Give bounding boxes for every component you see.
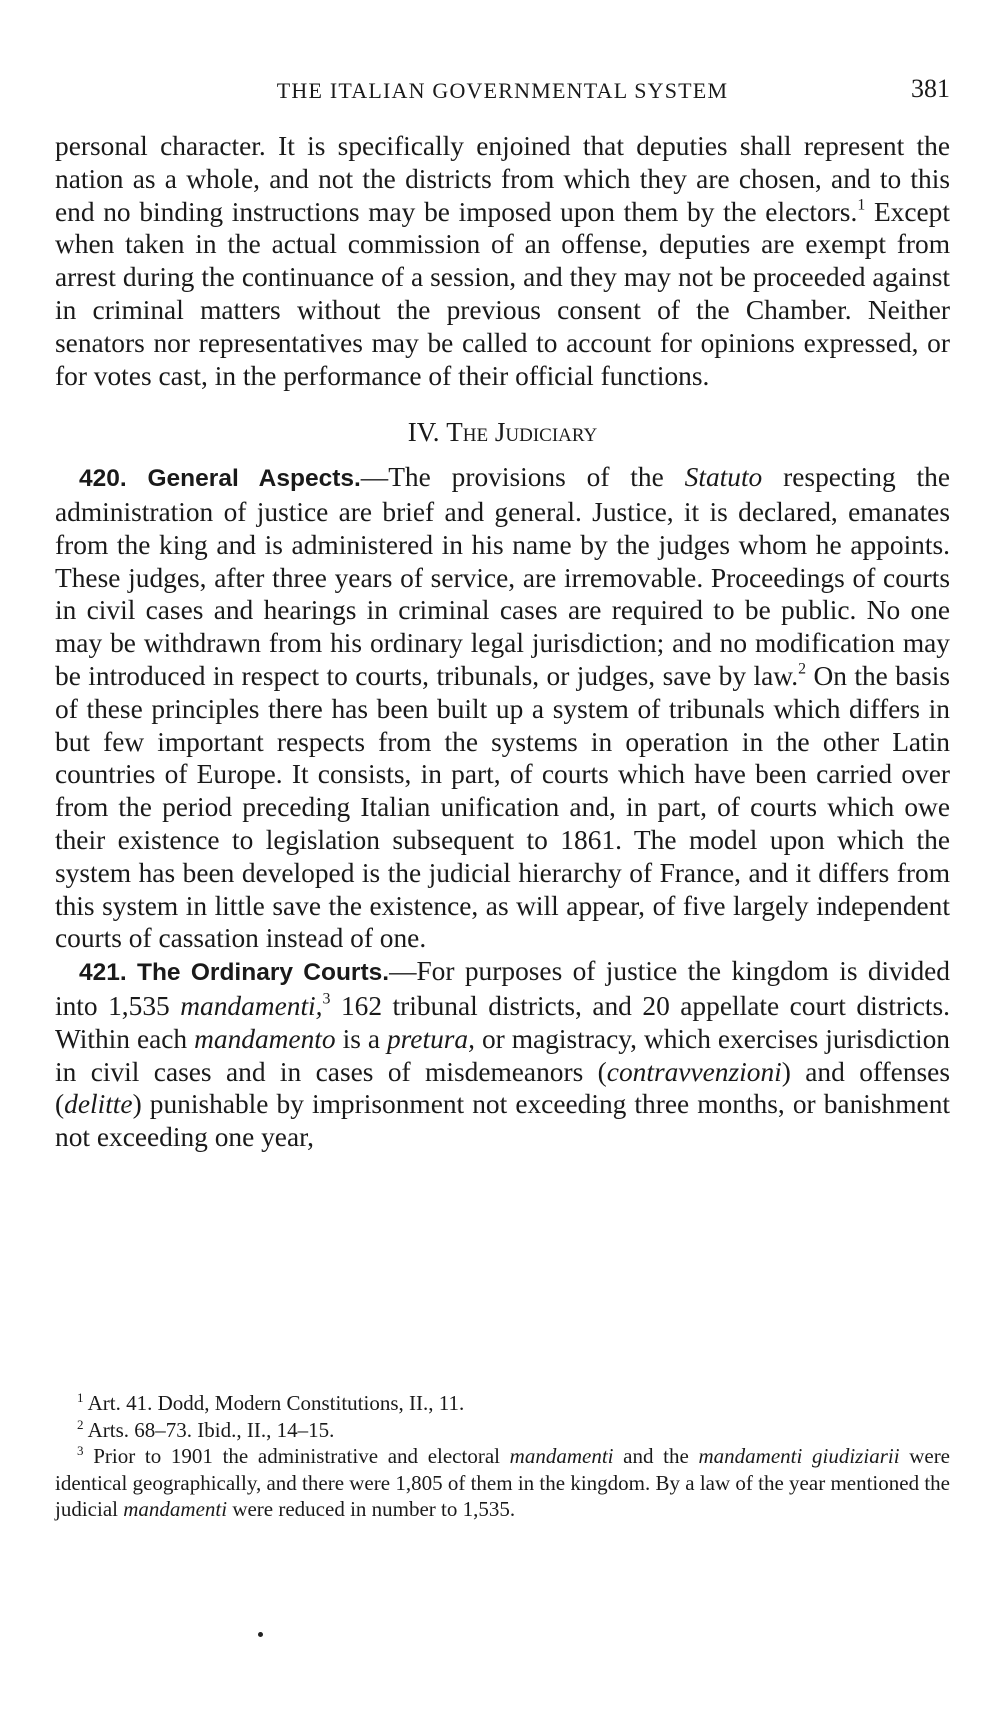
text-run: or magistracy, which exercises jurisdiction in civil cases and in cases of misdemeanors (: [55, 1023, 950, 1087]
italic-term: pretura,: [386, 1023, 475, 1054]
paragraph-continued: [55, 130, 950, 392]
italic-term: mandamenti: [123, 1497, 228, 1521]
italic-term: delitte: [64, 1089, 133, 1120]
italic-term: mandamenti,: [180, 990, 323, 1021]
text-run: On the basis of these principles there has been built up a system of tribunals which differs in but few important respects from the systems in operation in the other Latin countries of Europe. It consists, in part, of courts which have been carried over from the period preceding Italian unification and, in part, of courts which owe their existence to legislation subsequent to 1861. The model upon which the system has been developed is the judicial hierarchy of France, and it differs from this system in little save the existence, as will appear, of five largely independent courts of cassation instead of one.: [55, 660, 951, 954]
text-run: is a: [335, 1023, 387, 1054]
section-title: The Judiciary: [446, 417, 598, 448]
footnote-ref-2[interactable]: 2: [798, 660, 807, 678]
footnote-ref-1[interactable]: 1: [857, 196, 866, 214]
italic-term: contravvenzioni: [606, 1056, 782, 1087]
section-heading: [55, 416, 950, 449]
footnote-1: [55, 1390, 950, 1417]
footnote-text: Prior to 1901 the administrative and electoral: [93, 1444, 510, 1468]
footnotes: [55, 1390, 950, 1523]
footnote-3: [55, 1443, 950, 1523]
section-numeral: IV.: [407, 417, 447, 448]
running-head: [55, 70, 950, 110]
footnote-text: were reduced in number to 1,535.: [227, 1497, 516, 1521]
italic-term: mandamento: [194, 1023, 336, 1054]
footnote-2: [55, 1417, 950, 1444]
footnote-text: and the: [613, 1444, 699, 1468]
italic-term: mandamenti: [509, 1444, 614, 1468]
footnote-ref-3[interactable]: 3: [322, 990, 331, 1008]
text-run: 162 tribunal districts, and 20 appellate court districts. Within each: [55, 990, 950, 1054]
text-run: personal character. It is specifically enjoined that deputies shall represent the nation as a whole, and not the districts from which they are chosen, and to this end no binding instructions may be imposed upon them by the electors.: [55, 131, 950, 227]
paragraph-heading: 421. The Ordinary Courts.: [79, 959, 390, 987]
page-number: 381: [911, 74, 950, 103]
footnote-text: Arts. 68–73. Ibid., II., 14–15.: [87, 1417, 335, 1442]
footnote-number: 1: [77, 1390, 84, 1406]
footnote-text: Art. 41. Dodd, Modern Constitutions, II., 11.: [87, 1391, 465, 1415]
footnote-number: 2: [77, 1416, 84, 1432]
text-run: respecting the administration of justice are brief and general. Justice, it is declared, emanates from the king and is administered in his name by the judges whom he appoints. These judges, after three years of service, are irremovable. Proceedings of courts in civil cases and hearings in criminal cases are required to be public. No one may be withdrawn from his ordinary legal jurisdiction; and no modification may be introduced in respect to courts, tribunals, or judges, save by law.: [55, 462, 951, 691]
text-run: —For purposes of justice the kingdom is divided into 1,535: [55, 956, 950, 1021]
running-title: THE ITALIAN GOVERNMENTAL SYSTEM: [276, 78, 729, 103]
footnote-text: were identical geographically, and there were 1,805 of them in the kingdom. By a law of the year mentioned the judicial: [55, 1444, 951, 1521]
italic-term: mandamenti giudiziarii: [698, 1444, 900, 1468]
paragraph-heading: 420. General Aspects.: [79, 465, 361, 493]
italic-term: Statuto: [684, 462, 763, 493]
text-run: —The provisions of the: [360, 462, 685, 493]
paragraph-421: [55, 955, 950, 1154]
text-run: ) punishable by imprisonment not exceeding three months, or banishment not exceeding one year,: [55, 1089, 950, 1153]
text-run: Except when taken in the actual commission of an offense, deputies are exempt from arrest during the continuance of a session, and they may not be proceeded against in criminal matters without the previous consent of the Chamber. Neither senators nor representatives may be called to account for opinions expressed, or for votes cast, in the performance of their official functions.: [55, 196, 950, 391]
paragraph-420: [55, 461, 950, 955]
ink-speck: [258, 1632, 263, 1637]
footnote-number: 3: [77, 1443, 84, 1459]
text-run: ) and offenses (: [55, 1056, 950, 1120]
main-text: [55, 130, 950, 1154]
